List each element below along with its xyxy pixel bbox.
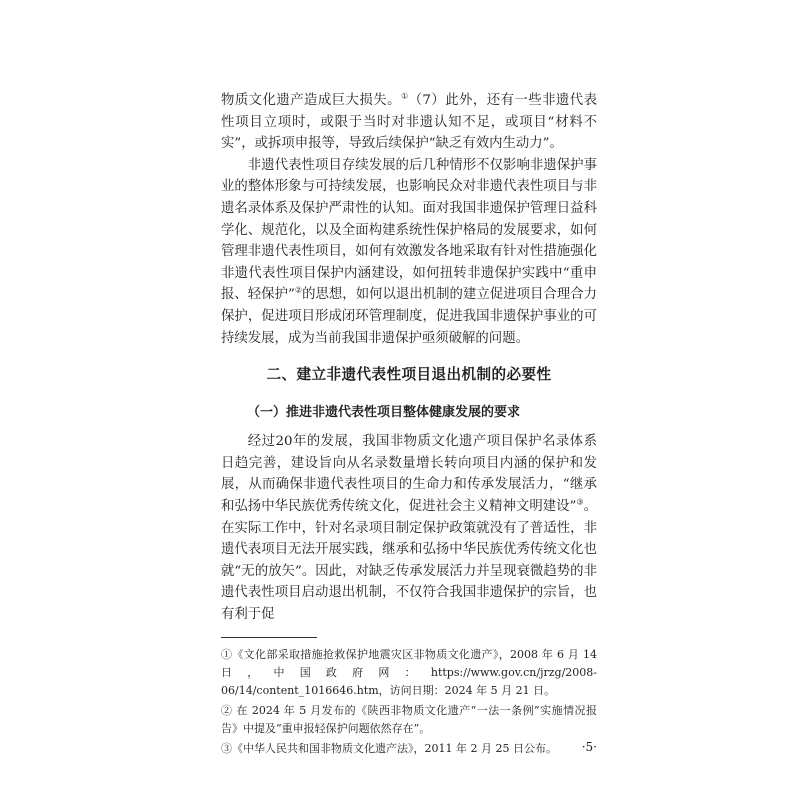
paragraph-text: 经过20年的发展，我国非物质文化遗产项目保护名录体系日趋完善，建设旨向从名录数量增长转向项目内涵的保护和发展，从而确保非遗代表性项目的生命力和传承发展活力，“继承和弘扬中华民族优秀传统文化，促进社会主义精神文明建设” bbox=[221, 434, 597, 514]
paragraph-text: （7）此外，还有一些非遗代表性项目立项时，或限于当时对非遗认知不足，或项目“材料不实”，或拆项申报等，导致后续保护“缺乏有效内生动力”。 bbox=[221, 93, 598, 152]
body-paragraph-1 bbox=[221, 90, 597, 155]
footnote-1: ①《文化部采取措施抢救保护地震灾区非物质文化遗产》，2008 年 6 月 14 日，中国政府网：https://www.gov.cn/jrzg/2008-06/14/content_1016646.htm，访问日期：2024 年 5 月 21 日。 bbox=[221, 648, 597, 698]
body-paragraph-2 bbox=[221, 155, 597, 349]
paragraph-text: 物质文化遗产造成巨大损失。 bbox=[221, 93, 401, 108]
footnote-reference-2: ② bbox=[294, 285, 303, 295]
footnote-reference-3: ③ bbox=[576, 497, 584, 507]
footnote-divider bbox=[221, 637, 317, 638]
subsection-heading: （一）推进非遗代表性项目整体健康发展的要求 bbox=[247, 405, 521, 421]
paragraph-text: 的思想，如何以退出机制的建立促进项目合理合力保护，促进项目形成闭环管理制度，促进我国非遗保护事业的可持续发展，成为当前我国非遗保护亟须破解的问题。 bbox=[221, 287, 597, 346]
paragraph-text: 非遗代表性项目存续发展的后几种情形不仅影响非遗保护事业的整体形象与可持续发展，也影响民众对非遗代表性项目与非遗名录体系及保护严肃性的认知。面对我国非遗保护管理日益科学化、规范化，以及全面构建系统性保护格局的发展要求，如何管理非遗代表性项目，如何有效激发各地采取有针对性措施强化非遗代表性项目保护内涵建设，如何扭转非遗保护实践中“重申报、轻保护” bbox=[221, 157, 597, 303]
page-number: ·5· bbox=[581, 740, 597, 754]
section-heading: 二、建立非遗代表性项目退出机制的必要性 bbox=[266, 366, 552, 384]
footnote-reference-1: ① bbox=[400, 91, 409, 101]
document-page bbox=[221, 90, 597, 760]
footnote-2: ② 在 2024 年 5 月发布的《陕西非物质文化遗产“一法一条例”实施情况报告》中提及“重申报轻保护问题依然存在”。 bbox=[221, 704, 597, 736]
body-paragraph-3 bbox=[221, 431, 597, 625]
footnote-3: ③《中华人民共和国非物质文化遗产法》，2011 年 2 月 25 日公布。 bbox=[221, 742, 557, 756]
paragraph-text: 。在实际工作中，针对名录项目制定保护政策就没有了普适性，非遗代表项目无法开展实践，继承和弘扬中华民族优秀传统文化也就“无的放矢”。因此，对缺乏传承发展活力并呈现衰微趋势的非遗代表性项目启动退出机制，不仅符合我国非遗保护的宗旨，也有利于促 bbox=[221, 498, 597, 622]
